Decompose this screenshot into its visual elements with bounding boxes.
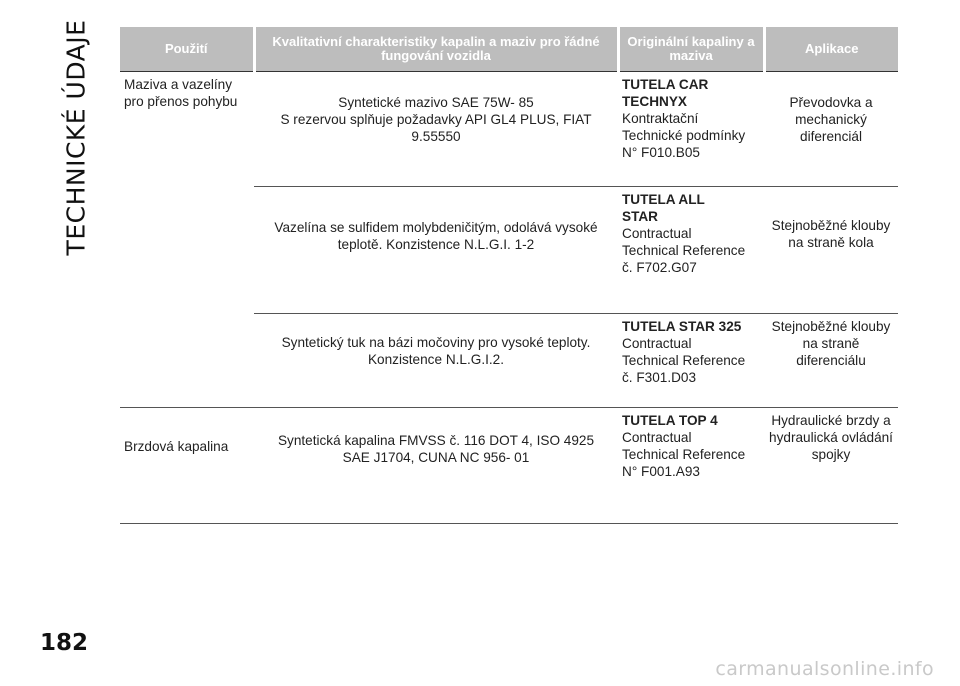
product-spec: Kontraktační	[622, 111, 699, 126]
quality-line: Konzistence N.L.G.I.2.	[367, 352, 504, 367]
product-name: TUTELA STAR 325	[622, 319, 742, 334]
quality-cell	[254, 187, 618, 314]
product-name: TUTELA TOP 4	[622, 413, 718, 428]
product-spec: Technical Reference	[622, 353, 746, 368]
header-quality: Kvalitativní charakteristiky kapalin a maziv pro řádné fungování vozidla	[254, 27, 618, 72]
product-name: TUTELA CAR	[622, 77, 709, 92]
product-spec: N° F010.B05	[622, 145, 700, 160]
product-spec: Contractual	[622, 226, 692, 241]
product-name: TECHNYX	[622, 94, 687, 109]
usage-text: Brzdová kapalina	[124, 439, 229, 454]
application-cell	[764, 187, 898, 314]
quality-line: Vazelína se sulfidem molybdeničitým, odolává vysoké teplotě. Konzistence N.L.G.I. 1-2	[274, 220, 598, 252]
quality-cell	[254, 72, 618, 187]
section-title-text: TECHNICKÉ ÚDAJE	[61, 19, 91, 256]
usage-cell	[120, 72, 254, 408]
application-line: Stejnoběžné klouby	[771, 218, 891, 233]
page-number: 182	[40, 630, 89, 656]
header-original: Originální kapaliny a maziva	[618, 27, 764, 72]
quality-cell	[254, 408, 618, 524]
product-spec: Technical Reference	[622, 447, 746, 462]
section-title-vertical	[48, 20, 104, 255]
watermark: carmanualsonline.info	[715, 658, 934, 680]
application-line: na straně	[802, 336, 860, 351]
quality-cell	[254, 314, 618, 408]
original-cell	[618, 187, 764, 314]
usage-cell	[120, 408, 254, 524]
application-cell	[764, 72, 898, 187]
original-cell	[618, 314, 764, 408]
product-spec: Technické podmínky	[622, 128, 746, 143]
original-cell	[618, 408, 764, 524]
application-line: diferenciál	[800, 129, 862, 144]
application-line: mechanický	[795, 112, 867, 127]
product-spec: Contractual	[622, 336, 692, 351]
table-row	[120, 72, 898, 187]
table-row	[120, 408, 898, 524]
application-line: Stejnoběžné klouby	[771, 319, 891, 334]
application-line: Hydraulické brzdy a	[771, 413, 891, 428]
header-application: Aplikace	[764, 27, 898, 72]
application-cell	[764, 314, 898, 408]
quality-line: Syntetická kapalina FMVSS č. 116 DOT 4, ISO 4925	[277, 433, 595, 448]
application-line: Převodovka a	[789, 95, 873, 110]
application-line: spojky	[811, 447, 851, 462]
quality-line: S rezervou splňuje požadavky API GL4 PLUS, FIAT 9.55550	[280, 112, 592, 144]
application-cell	[764, 408, 898, 524]
quality-line: Syntetické mazivo SAE 75W- 85	[338, 95, 534, 110]
product-spec: Technical Reference	[622, 243, 746, 258]
product-spec: č. F301.D03	[622, 370, 697, 385]
quality-line: SAE J1704, CUNA NC 956- 01	[342, 450, 530, 465]
application-line: hydraulická ovládání	[769, 430, 893, 445]
fluids-lubricants-table	[120, 27, 898, 524]
product-spec: č. F702.G07	[622, 260, 697, 275]
product-name: STAR	[622, 209, 658, 224]
header-usage: Použití	[120, 27, 254, 72]
application-line: diferenciálu	[796, 353, 866, 368]
product-spec: N° F001.A93	[622, 464, 700, 479]
application-line: na straně kola	[788, 235, 874, 250]
original-cell	[618, 72, 764, 187]
product-name: TUTELA ALL	[622, 192, 705, 207]
quality-line: Syntetický tuk na bázi močoviny pro vysoké teploty.	[281, 335, 591, 350]
usage-text: Maziva a vazelíny pro přenos pohybu	[124, 77, 238, 109]
product-spec: Contractual	[622, 430, 692, 445]
table-header-row	[120, 27, 898, 72]
